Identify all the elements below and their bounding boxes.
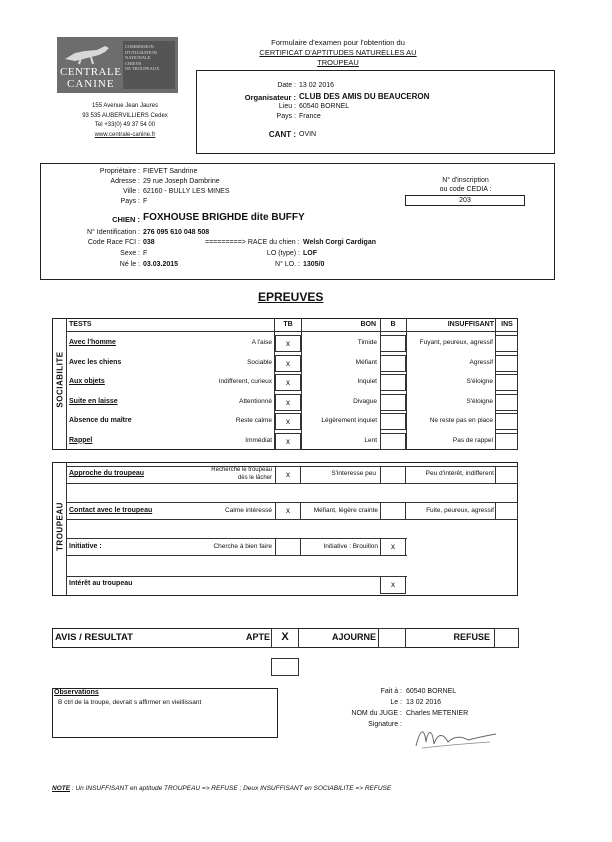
logo-text-centrale: CENTRALE bbox=[60, 66, 122, 78]
note-line bbox=[52, 785, 391, 792]
approche-tb-mark: x bbox=[286, 470, 290, 479]
fait-value: 60540 BORNEL bbox=[406, 688, 457, 695]
owner-pays-value: F bbox=[143, 198, 148, 205]
ident-value: 276 095 610 048 508 bbox=[143, 229, 210, 236]
approche-tb-desc: Recherche le troupeau dès le lâcher bbox=[211, 467, 272, 481]
sociabilite-insuf-desc: Ne reste pas en place bbox=[429, 417, 493, 424]
note-prefix: NOTE bbox=[52, 785, 71, 792]
sexe-label: Sexe : bbox=[120, 250, 140, 257]
address-block: 155 Avenue Jean Jaures 93 535 AUBERVILLIERS Cedex Tel +33(0) 49 37 54 00 www.centrale-canine.fr bbox=[70, 102, 180, 140]
sociabilite-ins-checkbox[interactable] bbox=[495, 433, 518, 450]
ne-value: 03.03.2015 bbox=[143, 261, 179, 268]
contact-tb-mark: x bbox=[286, 506, 290, 515]
ajourne-label: AJOURNE bbox=[331, 632, 376, 642]
header-ins: INS bbox=[501, 321, 513, 328]
sociabilite-test-label: Suite en laisse bbox=[69, 397, 118, 405]
sociabilite-b-checkbox[interactable] bbox=[380, 433, 406, 450]
approche-ins-checkbox[interactable] bbox=[495, 466, 518, 484]
sociabilite-tb-mark: x bbox=[286, 397, 290, 407]
sociabilite-bon-desc: Divague bbox=[353, 397, 377, 405]
sociabilite-insuf-desc: Fuyant, peureux, agressif bbox=[419, 339, 493, 346]
header-insuffisant: INSUFFISANT bbox=[447, 321, 494, 328]
le-value: 13 02 2016 bbox=[406, 699, 442, 706]
header-tb: TB bbox=[283, 321, 293, 328]
sociabilite-test-label: Rappel bbox=[69, 436, 93, 444]
resultat-label: AVIS / RESULTAT bbox=[55, 632, 133, 643]
contact-test: Contact avec le troupeau bbox=[69, 507, 153, 514]
ville-value: 62160 - BULLY LES MINES bbox=[143, 188, 230, 195]
website-link[interactable]: www.centrale-canine.fr bbox=[94, 131, 156, 138]
sociabilite-tb-desc: Sociable bbox=[247, 358, 272, 366]
logo bbox=[57, 37, 178, 93]
date-value: 13 02 2016 bbox=[299, 82, 335, 89]
logo-side-panel: COMMISSION D'UTILISATION NATIONALE CHIENS DE TROUPEAUX bbox=[123, 41, 175, 89]
sociabilite-tb-mark: x bbox=[286, 436, 290, 446]
juge-value: Charles METENIER bbox=[406, 710, 469, 717]
sexe-value: F bbox=[143, 250, 148, 257]
date-label: Date : bbox=[277, 82, 296, 89]
sociabilite-insuf-desc: Agressif bbox=[469, 358, 493, 366]
lieu-value: 60540 BORNEL bbox=[299, 103, 350, 110]
race-arrow: =========> RACE du chien : bbox=[205, 239, 300, 246]
organisateur-value: CLUB DES AMIS DU BEAUCERON bbox=[299, 92, 430, 101]
sociabilite-bon-desc: Lent bbox=[364, 436, 377, 444]
logo-dog-emblem bbox=[61, 41, 115, 65]
form-title: Formulaire d'examen pour l'obtention du CERTIFICAT D'APTITUDES NATURELLES AU TROUPEAU bbox=[259, 38, 417, 67]
lo-label: LO (type) : bbox=[266, 250, 300, 257]
sociabilite-tb-desc: A l'aise bbox=[251, 339, 272, 346]
sociabilite-tb-mark: x bbox=[286, 417, 290, 426]
approche-test: Approche du troupeau bbox=[69, 470, 145, 477]
extra-checkbox[interactable] bbox=[271, 658, 299, 676]
apte-mark: X bbox=[281, 631, 289, 643]
contact-insuf-desc: Fuite, peureux, agressif bbox=[426, 507, 494, 514]
nlo-value: 1305/0 bbox=[303, 261, 325, 268]
sociabilite-b-checkbox[interactable] bbox=[380, 335, 406, 352]
adresse-label: Adresse : bbox=[110, 178, 140, 185]
sociabilite-tb-desc: Indifferent, curieux bbox=[218, 378, 272, 385]
lieu-label: Lieu : bbox=[278, 103, 296, 110]
sociabilite-test-label: Aux objets bbox=[69, 378, 105, 385]
approche-insuf-desc: Peu d'intérêt, indifferent bbox=[425, 470, 494, 477]
initiative-tb-desc: Cherche à bien faire bbox=[213, 543, 272, 550]
proprietaire-label: Propriétaire : bbox=[99, 168, 140, 175]
col-divider bbox=[406, 318, 407, 450]
sociabilite-test-label: Avec l'homme bbox=[69, 339, 116, 346]
ident-label: N° Identification : bbox=[87, 229, 140, 236]
sociabilite-bon-desc: Légèrement inquiet bbox=[321, 417, 377, 424]
ville-label: Ville : bbox=[123, 188, 140, 195]
contact-ins-checkbox[interactable] bbox=[495, 502, 518, 520]
sociabilite-ins-checkbox[interactable] bbox=[495, 374, 518, 391]
inscription-field: 203 bbox=[405, 195, 525, 206]
le-label: Le : bbox=[390, 699, 402, 706]
cant-label: CANT : bbox=[268, 130, 296, 139]
chien-label: CHIEN : bbox=[112, 215, 140, 224]
sociabilite-ins-checkbox[interactable] bbox=[495, 355, 518, 372]
ajourne-checkbox[interactable] bbox=[378, 628, 406, 648]
initiative-test: Initiative : bbox=[69, 543, 102, 550]
observations-text[interactable]: B ctrl de la troupe, devrait s affirmer en vieillissant bbox=[58, 699, 202, 706]
organisateur-label: Organisateur : bbox=[244, 93, 296, 102]
sociabilite-bon-desc: Timide bbox=[357, 339, 377, 346]
sociabilite-tb-mark: x bbox=[286, 378, 290, 387]
lo-value: LOF bbox=[303, 250, 317, 257]
sociabilite-b-checkbox[interactable] bbox=[380, 413, 406, 430]
sociabilite-tb-desc: Immédiat bbox=[245, 436, 272, 444]
initiative-b-mark: x bbox=[391, 542, 395, 551]
sociabilite-ins-checkbox[interactable] bbox=[495, 413, 518, 430]
sociabilite-b-checkbox[interactable] bbox=[380, 394, 406, 411]
apte-label: APTE bbox=[245, 632, 270, 642]
approche-b-checkbox[interactable] bbox=[380, 466, 406, 484]
code-race-label: Code Race FCI : bbox=[87, 239, 140, 246]
pays-value: France bbox=[299, 113, 321, 120]
sociabilite-test-label: Absence du maître bbox=[69, 417, 132, 424]
sociabilite-ins-checkbox[interactable] bbox=[495, 394, 518, 411]
approche-bon-desc: S'interesse peu bbox=[331, 470, 376, 477]
sociabilite-side-label: SOCIABILITE bbox=[55, 351, 65, 408]
ne-label: Né le : bbox=[119, 261, 140, 268]
cant-value: OVIN bbox=[299, 131, 317, 138]
sociabilite-ins-checkbox[interactable] bbox=[495, 335, 518, 352]
epreuves-title: EPREUVES bbox=[258, 290, 324, 304]
pays-label: Pays : bbox=[276, 113, 296, 120]
contact-b-checkbox[interactable] bbox=[380, 502, 406, 520]
interet-b-mark: x bbox=[391, 580, 395, 589]
nlo-label: N° LO. : bbox=[275, 261, 300, 268]
sociabilite-tb-desc: Attentionné bbox=[239, 397, 272, 405]
adresse-value: 29 rue Joseph Dambrine bbox=[143, 178, 220, 185]
fait-label: Fait à : bbox=[380, 688, 402, 695]
observations-label: Observations bbox=[54, 689, 99, 696]
refuse-label: REFUSE bbox=[453, 632, 490, 642]
sociabilite-tb-desc: Reste calme bbox=[235, 417, 272, 424]
contact-tb-desc: Calme intéressé bbox=[225, 507, 272, 514]
interet-test: Intérêt au troupeau bbox=[69, 580, 133, 587]
inscription-label: N° d'inscription ou code CEDIA : bbox=[439, 177, 492, 193]
sociabilite-bon-desc: Inquiet bbox=[357, 378, 377, 385]
sociabilite-test-label: Avec les chiens bbox=[69, 358, 122, 366]
contact-bon-desc: Méfiant, légère crainte bbox=[313, 507, 378, 514]
logo-text-canine: CANINE bbox=[67, 78, 115, 90]
sociabilite-bon-desc: Méfiant bbox=[355, 358, 377, 366]
code-race-value: 038 bbox=[143, 239, 155, 246]
chien-value: FOXHOUSE BRIGHDE dite BUFFY bbox=[143, 212, 305, 223]
sociabilite-tb-mark: x bbox=[286, 339, 290, 348]
proprietaire-value: FIEVET Sandrine bbox=[143, 168, 198, 175]
troupeau-side-label: TROUPEAU bbox=[55, 502, 65, 551]
initiative-bon-desc: Initiative : Brouillon bbox=[323, 543, 378, 550]
owner-pays-label: Pays : bbox=[120, 198, 140, 205]
sociabilite-insuf-desc: S'éloigne bbox=[466, 397, 493, 405]
race-value: Welsh Corgi Cardigan bbox=[303, 239, 376, 246]
signature-scribble bbox=[410, 722, 500, 752]
signature-label: Signature : bbox=[368, 721, 402, 728]
header-tests: TESTS bbox=[69, 321, 92, 328]
sociabilite-insuf-desc: S'éloigne bbox=[466, 378, 493, 385]
sociabilite-b-checkbox[interactable] bbox=[380, 355, 406, 372]
note-text: : Un INSUFFISANT en aptitude TROUPEAU => REFUSE ; Deux INSUFFISANT en SOCIABILITE => REFUSE bbox=[70, 785, 392, 792]
juge-label: NOM du JUGE : bbox=[351, 710, 402, 717]
header-bon: BON bbox=[360, 321, 376, 328]
sociabilite-tb-mark: x bbox=[286, 358, 290, 368]
initiative-tb-checkbox[interactable] bbox=[275, 538, 301, 556]
refuse-checkbox[interactable] bbox=[494, 628, 519, 648]
sociabilite-b-checkbox[interactable] bbox=[380, 374, 406, 391]
sociabilite-insuf-desc: Pas de rappel bbox=[452, 436, 493, 444]
header-b: B bbox=[390, 321, 396, 328]
